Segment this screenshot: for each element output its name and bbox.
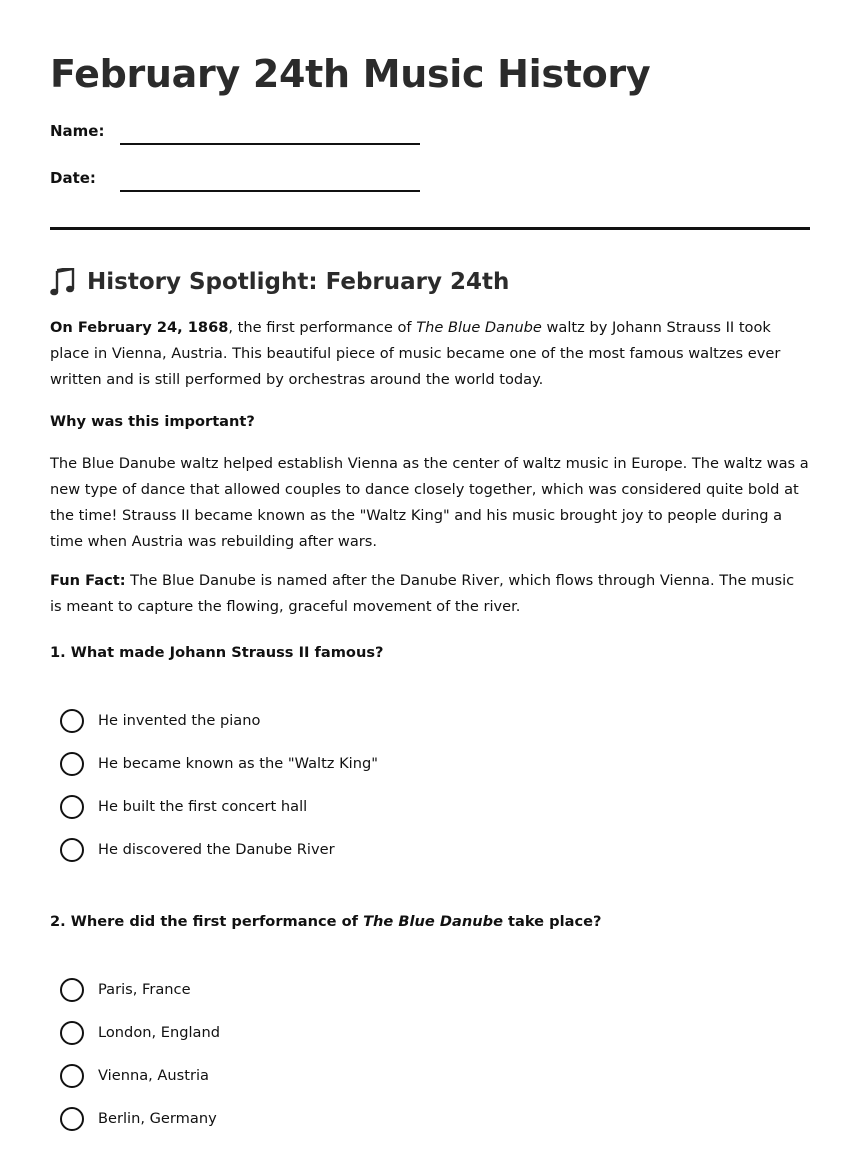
q1-option-d[interactable] bbox=[60, 838, 335, 862]
header-divider bbox=[50, 227, 810, 230]
section-heading-text: History Spotlight: February 24th bbox=[87, 269, 510, 295]
radio-button[interactable] bbox=[60, 978, 84, 1002]
radio-button[interactable] bbox=[60, 709, 84, 733]
q2-option-c[interactable] bbox=[60, 1064, 209, 1088]
question-2-work: The Blue Danube bbox=[363, 913, 503, 930]
section-heading bbox=[50, 266, 509, 298]
name-field[interactable] bbox=[120, 143, 420, 145]
why-paragraph: The Blue Danube waltz helped establish Vienna as the center of waltz music in Europe. The waltz was a new type of dance that allowed couples to dance closely together, which was considered quite bold at the time! Strauss II became known as the "Waltz King" and his music brought joy to people during a time when Austria was rebuilding after wars. bbox=[50, 455, 809, 550]
q2-option-b[interactable] bbox=[60, 1021, 220, 1045]
music-note-icon bbox=[50, 268, 76, 296]
intro-text-b: waltz by Johann Strauss II took place in Vienna, Austria. This beautiful piece of music became one of the most famous waltzes ever written and is still performed by orchestras around the world today. bbox=[50, 319, 781, 388]
option-label: Vienna, Austria bbox=[98, 1067, 209, 1084]
option-label: He discovered the Danube River bbox=[98, 841, 335, 858]
radio-button[interactable] bbox=[60, 838, 84, 862]
option-label: He invented the piano bbox=[98, 712, 261, 729]
fun-fact-paragraph bbox=[50, 568, 810, 620]
intro-text-a: , the first performance of bbox=[228, 319, 417, 336]
option-label: Paris, France bbox=[98, 981, 191, 998]
intro-date: On February 24, 1868 bbox=[50, 319, 229, 336]
q1-option-a[interactable] bbox=[60, 709, 260, 733]
question-2 bbox=[50, 912, 601, 932]
q2-option-a[interactable] bbox=[60, 978, 191, 1002]
radio-button[interactable] bbox=[60, 1021, 84, 1045]
option-label: London, England bbox=[98, 1024, 221, 1041]
option-label: Berlin, Germany bbox=[98, 1110, 217, 1127]
option-label: He built the first concert hall bbox=[98, 798, 308, 815]
date-label: Date: bbox=[50, 169, 96, 187]
option-label: He became known as the "Waltz King" bbox=[98, 755, 378, 772]
page-title: February 24th Music History bbox=[50, 52, 651, 96]
q1-option-c[interactable] bbox=[60, 795, 307, 819]
why-heading: Why was this important? bbox=[50, 413, 255, 430]
work-title: The Blue Danube bbox=[416, 319, 542, 336]
fun-fact-text: The Blue Danube is named after the Danube River, which flows through Vienna. The music is meant to capture the flowing, graceful movement of the river. bbox=[50, 572, 795, 615]
date-field[interactable] bbox=[120, 190, 420, 192]
question-2-suffix: take place? bbox=[502, 913, 602, 930]
q1-option-b[interactable] bbox=[60, 752, 378, 776]
q2-option-d[interactable] bbox=[60, 1107, 217, 1131]
question-1: 1. What made Johann Strauss II famous? bbox=[50, 644, 384, 661]
radio-button[interactable] bbox=[60, 752, 84, 776]
fun-fact-label: Fun Fact: bbox=[50, 572, 126, 589]
question-2-prefix: 2. Where did the first performance of bbox=[50, 913, 364, 930]
radio-button[interactable] bbox=[60, 1107, 84, 1131]
radio-button[interactable] bbox=[60, 1064, 84, 1088]
radio-button[interactable] bbox=[60, 795, 84, 819]
name-label: Name: bbox=[50, 122, 105, 140]
intro-paragraph bbox=[50, 315, 810, 393]
